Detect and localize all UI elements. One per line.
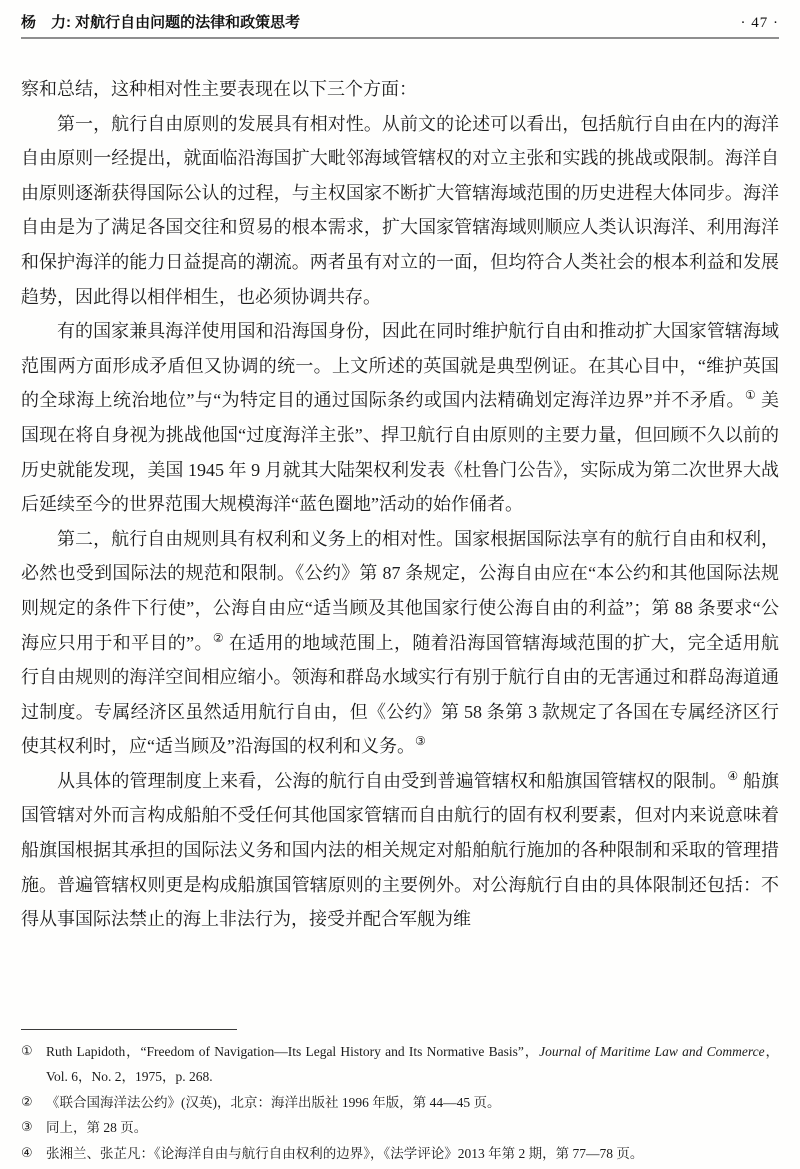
- footnote-segment: ，Vol. 6，No. 2，1975，p. 268.: [46, 1043, 780, 1084]
- footnote: [21, 1141, 779, 1167]
- footnote-text: [46, 1039, 779, 1090]
- footnote-ref: ④: [727, 768, 739, 783]
- footnote-segment: 《联合国海洋法公约》(汉英)，北京：海洋出版社 1996 年版，第 44—45 页。: [46, 1094, 501, 1110]
- footnote-text: [46, 1115, 779, 1141]
- footnote: [21, 1090, 779, 1116]
- footnote-marker: ③: [21, 1120, 33, 1135]
- footnote-ref: ③: [414, 734, 426, 749]
- running-title: 杨 力: 对航行自由问题的法律和政策思考: [21, 14, 301, 31]
- page-header: [21, 0, 779, 32]
- continued-paragraph: 察和总结，这种相对性主要表现在以下三个方面：: [21, 79, 417, 99]
- footnote-segment: 同上，第 28 页。: [46, 1120, 148, 1135]
- paragraph: 第二，航行自由规则具有权利和义务上的相对性。国家根据国际法享有的航行自由和权利，必然也受到国际法的规范和限制。《公约》第 87 条规定，公海自由应在“本公约和其他国际法规则规定的条件下行使”，公海自由应“适当顾及其他国家行使公海自由的利益”；第 88 条要求“公海应只用于和平目的”。② 在适用的地域范围上，随着沿海国管辖海域范围的扩大，完全适用航行自由规则的海洋空间相应缩小。领海和群岛水域实行有别于航行自由的无害通过和群岛海道通过制度。专属经济区虽然适用航行自由，但《公约》第 58 条第 3 款规定了各国在专属经济区行使其权利时，应“适当顾及”沿海国的权利和义务。③: [21, 528, 779, 757]
- paragraph: 第一，航行自由原则的发展具有相对性。从前文的论述可以看出，包括航行自由在内的海洋自由原则一经提出，就面临沿海国扩大毗邻海域管辖权的对立主张和实践的挑战或限制。海洋自由原则逐渐获得国际公认的过程，与主权国家不断扩大管辖海域范围的历史进程大体同步。海洋自由是为了满足各国交往和贸易的根本需求，扩大国家管辖海域则顺应人类认识海洋、利用海洋和保护海洋的能力日益提高的潮流。两者虽有对立的一面，但均符合人类社会的根本利益和发展趋势，因此得以相伴相生，也必须协调共存。: [21, 113, 779, 307]
- journal-title: Journal of Maritime Law and Commerce: [539, 1043, 765, 1059]
- footnote-ref: ①: [744, 388, 757, 403]
- body-text: [21, 72, 779, 937]
- footnote-list: [21, 1039, 779, 1167]
- footnote: [21, 1115, 779, 1141]
- footnote-ref: ②: [212, 630, 224, 645]
- header-rule: [21, 37, 779, 39]
- footnote-marker: ②: [21, 1094, 33, 1110]
- footnote: [21, 1039, 779, 1090]
- footnote-text: [46, 1090, 779, 1116]
- paragraph: 有的国家兼具海洋使用国和沿海国身份，因此在同时维护航行自由和推动扩大国家管辖海域范围两方面形成矛盾但又协调的统一。上文所述的英国就是典型例证。在其心目中，“维护英国的全球海上统治地位”与“为特定目的通过国际条约或国内法精确划定海洋边界”并不矛盾。① 美国现在将自身视为挑战他国“过度海洋主张”、捍卫航行自由原则的主要力量，但回顾不久以前的历史就能发现，美国 1945 年 9 月就其大陆架权利发表《杜鲁门公告》，实际成为第二次世界大战后延续至今的世界范围大规模海洋“蓝色圈地”活动的始作俑者。: [21, 321, 779, 515]
- footnote-marker: ①: [21, 1043, 33, 1059]
- footnote-separator: [21, 1029, 237, 1030]
- footnote-marker: ④: [21, 1145, 33, 1161]
- paragraph: 从具体的管理制度上来看，公海的航行自由受到普遍管辖权和船旗国管辖权的限制。④ 船旗国管辖对外而言构成船舶不受任何其他国家管辖而自由航行的固有权利要素，但对内来说意味着船旗国根据其承担的国际法义务和国内法的相关规定对船舶航行施加的各种限制和采取的管理措施。普遍管辖权则更是构成船旗国管辖原则的主要例外。对公海航行自由的具体限制还包括：不得从事国际法禁止的海上非法行为，接受并配合军舰为维: [21, 768, 780, 930]
- footnote-segment: 张湘兰、张芷凡：《论海洋自由与航行自由权利的边界》，《法学评论》2013 年第 2 期，第 77—78 页。: [46, 1145, 644, 1161]
- footnote-segment: Ruth Lapidoth，“Freedom of Navigation—Its Legal History and Its Normative Basis”，: [46, 1043, 540, 1059]
- footnote-area: [21, 1029, 779, 1167]
- footnote-text: [46, 1141, 779, 1167]
- page-number: · 47 ·: [740, 15, 779, 31]
